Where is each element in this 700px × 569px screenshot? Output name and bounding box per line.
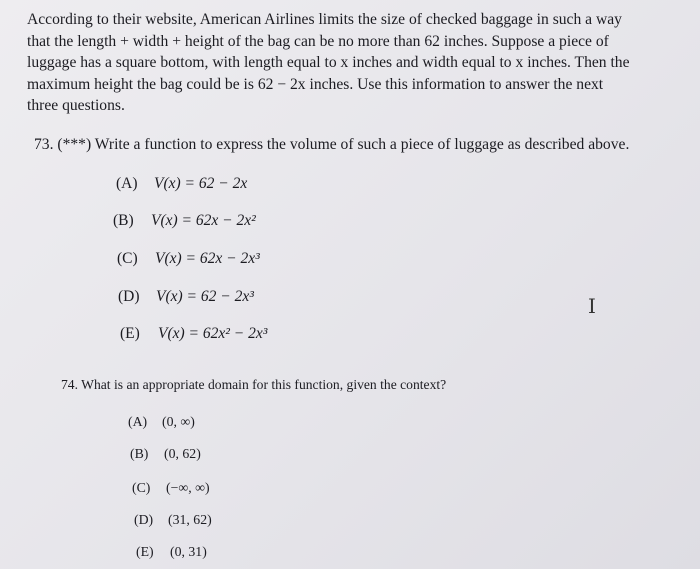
option-expression: V(x) = 62x² − 2x³ xyxy=(158,325,268,342)
q74-option-d[interactable] xyxy=(134,512,212,528)
q74-option-c[interactable] xyxy=(132,480,210,496)
option-expression: (0, ∞) xyxy=(162,414,195,429)
option-expression: V(x) = 62x − 2x² xyxy=(151,212,256,229)
q73-option-e[interactable] xyxy=(120,325,267,343)
q74-option-b[interactable] xyxy=(130,446,201,462)
option-expression: (0, 62) xyxy=(164,446,201,461)
option-label: (E) xyxy=(136,544,154,559)
question-73-prompt: 73. (***) Write a function to express the volume of such a piece of luggage as described above. xyxy=(34,136,630,153)
intro-line: maximum height the bag could be is 62 − 2x inches. Use this information to answer the next xyxy=(27,75,604,93)
intro-line: luggage has a square bottom, with length equal to x inches and width equal to x inches. Then the xyxy=(27,54,630,71)
intro-line: three questions. xyxy=(27,97,125,114)
intro-line: According to their website, American Airlines limits the size of checked baggage in such a way xyxy=(27,11,622,28)
q73-option-d[interactable] xyxy=(118,288,254,306)
option-label: (D) xyxy=(134,512,154,527)
option-label: (B) xyxy=(113,212,134,229)
text-cursor-icon: I xyxy=(588,294,596,318)
q73-option-a[interactable] xyxy=(116,175,247,193)
option-label: (C) xyxy=(117,250,138,267)
option-label: (D) xyxy=(118,288,140,305)
q73-option-b[interactable] xyxy=(113,212,256,230)
option-label: (C) xyxy=(132,480,151,495)
intro-paragraph xyxy=(27,9,677,117)
option-label: (E) xyxy=(120,325,140,342)
option-expression: (31, 62) xyxy=(168,512,212,527)
option-expression: V(x) = 62x − 2x³ xyxy=(155,250,260,267)
intro-line: that the length + width + height of the bag can be no more than 62 inches. Suppose a piece of xyxy=(27,32,609,50)
option-label: (A) xyxy=(128,414,148,429)
q73-option-c[interactable] xyxy=(117,250,260,268)
question-74-prompt: 74. What is an appropriate domain for this function, given the context? xyxy=(61,377,447,392)
option-label: (A) xyxy=(116,175,138,192)
option-expression: (−∞, ∞) xyxy=(166,480,210,495)
option-expression: V(x) = 62 − 2x³ xyxy=(156,288,254,305)
option-label: (B) xyxy=(130,446,149,461)
q74-option-a[interactable] xyxy=(128,414,195,430)
option-expression: (0, 31) xyxy=(170,544,207,559)
option-expression: V(x) = 62 − 2x xyxy=(154,175,248,192)
q74-option-e[interactable] xyxy=(136,544,207,560)
